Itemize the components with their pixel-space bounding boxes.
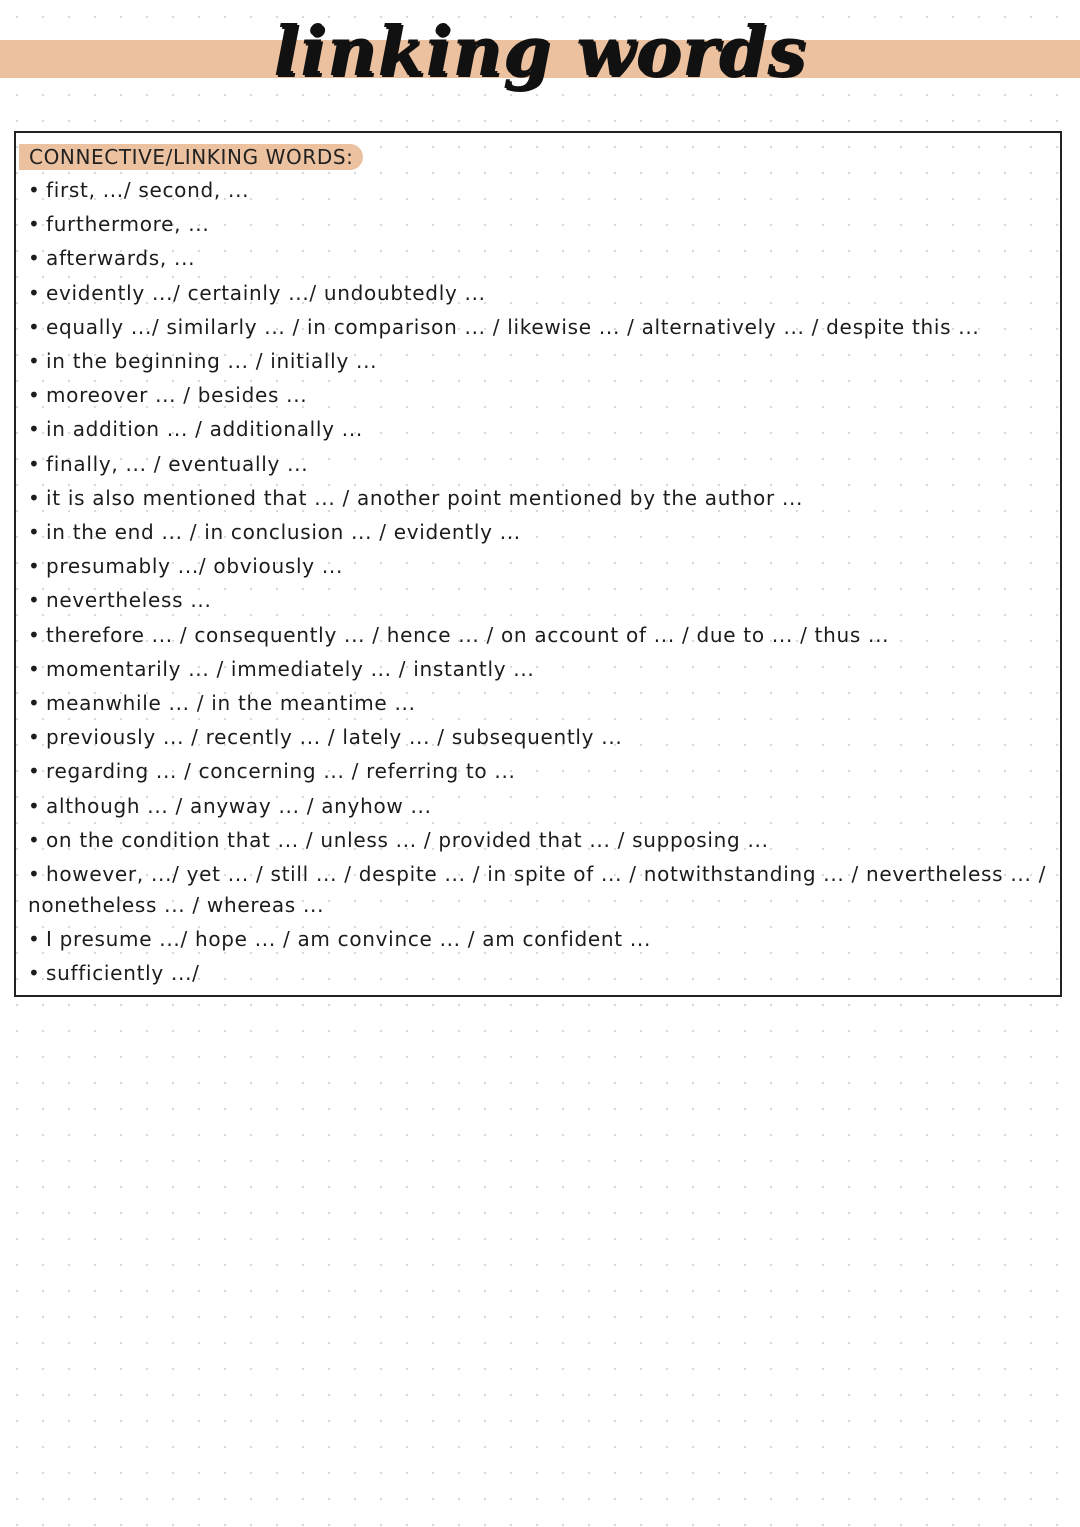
list-item-text: on the condition that ... / unless ... / provided that ... / supposing ... — [46, 827, 769, 852]
list-item-text: in the beginning ... / initially ... — [46, 349, 378, 374]
list-item-text: in addition ... / additionally ... — [46, 417, 363, 442]
list-item — [28, 618, 1048, 652]
list-item — [28, 241, 1048, 275]
bullet-icon: • — [28, 520, 41, 545]
list-item-text: therefore ... / consequently ... / hence ... / on account of ... / due to ... / thus ... — [46, 622, 890, 647]
bullet-icon: • — [28, 691, 41, 716]
list-item — [28, 412, 1048, 446]
list-item-text: equally .../ similarly ... / in comparison ... / likewise ... / alternatively ... / despite this ... — [46, 314, 980, 339]
list-item — [28, 378, 1048, 412]
bullet-icon: • — [28, 793, 41, 818]
list-item — [28, 207, 1048, 241]
list-item — [28, 481, 1048, 515]
linking-words-list — [28, 173, 1048, 990]
list-item-text: furthermore, ... — [46, 212, 210, 237]
bullet-icon: • — [28, 622, 41, 647]
list-item — [28, 549, 1048, 583]
list-item — [28, 754, 1048, 788]
list-item — [28, 652, 1048, 686]
list-item-text: presumably .../ obviously ... — [46, 554, 344, 579]
list-item-text: first, .../ second, ... — [46, 178, 250, 202]
bullet-icon: • — [28, 554, 41, 579]
bullet-icon: • — [28, 246, 41, 271]
list-item-text: however, .../ yet ... / still ... / despite ... / in spite of ... / notwithstanding ... / nevertheless ... / nonetheless ... / whereas ... — [28, 862, 1047, 918]
list-item-text: regarding ... / concerning ... / referring to ... — [46, 759, 516, 784]
bullet-icon: • — [28, 280, 41, 305]
list-item — [28, 720, 1048, 754]
page-title: linking words — [273, 12, 807, 92]
list-item — [28, 686, 1048, 720]
list-item-text: it is also mentioned that ... / another point mentioned by the author ... — [46, 485, 804, 510]
bullet-icon: • — [28, 759, 41, 784]
list-item — [28, 447, 1048, 481]
bullet-icon: • — [28, 212, 41, 237]
list-item — [28, 310, 1048, 344]
list-item — [28, 956, 1048, 990]
linking-words-box — [14, 131, 1062, 997]
list-item-text: evidently .../ certainly .../ undoubtedly ... — [46, 280, 486, 305]
bullet-icon: • — [28, 349, 41, 374]
list-item — [28, 922, 1048, 956]
bullet-icon: • — [28, 314, 41, 339]
list-item-text: previously ... / recently ... / lately ... / subsequently ... — [46, 725, 623, 750]
list-item-text: in the end ... / in conclusion ... / evidently ... — [46, 520, 521, 545]
list-item-text: sufficiently .../ — [46, 961, 200, 986]
bullet-icon: • — [28, 383, 41, 408]
bullet-icon: • — [28, 451, 41, 476]
list-item-text: I presume .../ hope ... / am convince ... / am confident ... — [46, 927, 652, 952]
bullet-icon: • — [28, 178, 41, 202]
bullet-icon: • — [28, 656, 41, 681]
box-heading: CONNECTIVE/LINKING WORDS: — [19, 144, 363, 170]
bullet-icon: • — [28, 862, 41, 887]
bullet-icon: • — [28, 725, 41, 750]
list-item — [28, 515, 1048, 549]
list-item-text: nevertheless ... — [46, 588, 212, 613]
list-item — [28, 823, 1048, 857]
list-item-text: moreover ... / besides ... — [46, 383, 308, 408]
list-item — [28, 789, 1048, 823]
bullet-icon: • — [28, 485, 41, 510]
list-item — [28, 276, 1048, 310]
list-item — [28, 173, 1048, 207]
list-item-text: meanwhile ... / in the meantime ... — [46, 691, 416, 716]
list-item — [28, 857, 1048, 922]
list-item-text: finally, ... / eventually ... — [46, 451, 309, 476]
list-item-text: momentarily ... / immediately ... / instantly ... — [46, 656, 535, 681]
bullet-icon: • — [28, 588, 41, 613]
list-item-text: although ... / anyway ... / anyhow ... — [46, 793, 432, 818]
bullet-icon: • — [28, 827, 41, 852]
list-item — [28, 344, 1048, 378]
bullet-icon: • — [28, 927, 41, 952]
bullet-icon: • — [28, 417, 41, 442]
list-item — [28, 583, 1048, 617]
list-item-text: afterwards, ... — [46, 246, 196, 271]
bullet-icon: • — [28, 961, 41, 986]
